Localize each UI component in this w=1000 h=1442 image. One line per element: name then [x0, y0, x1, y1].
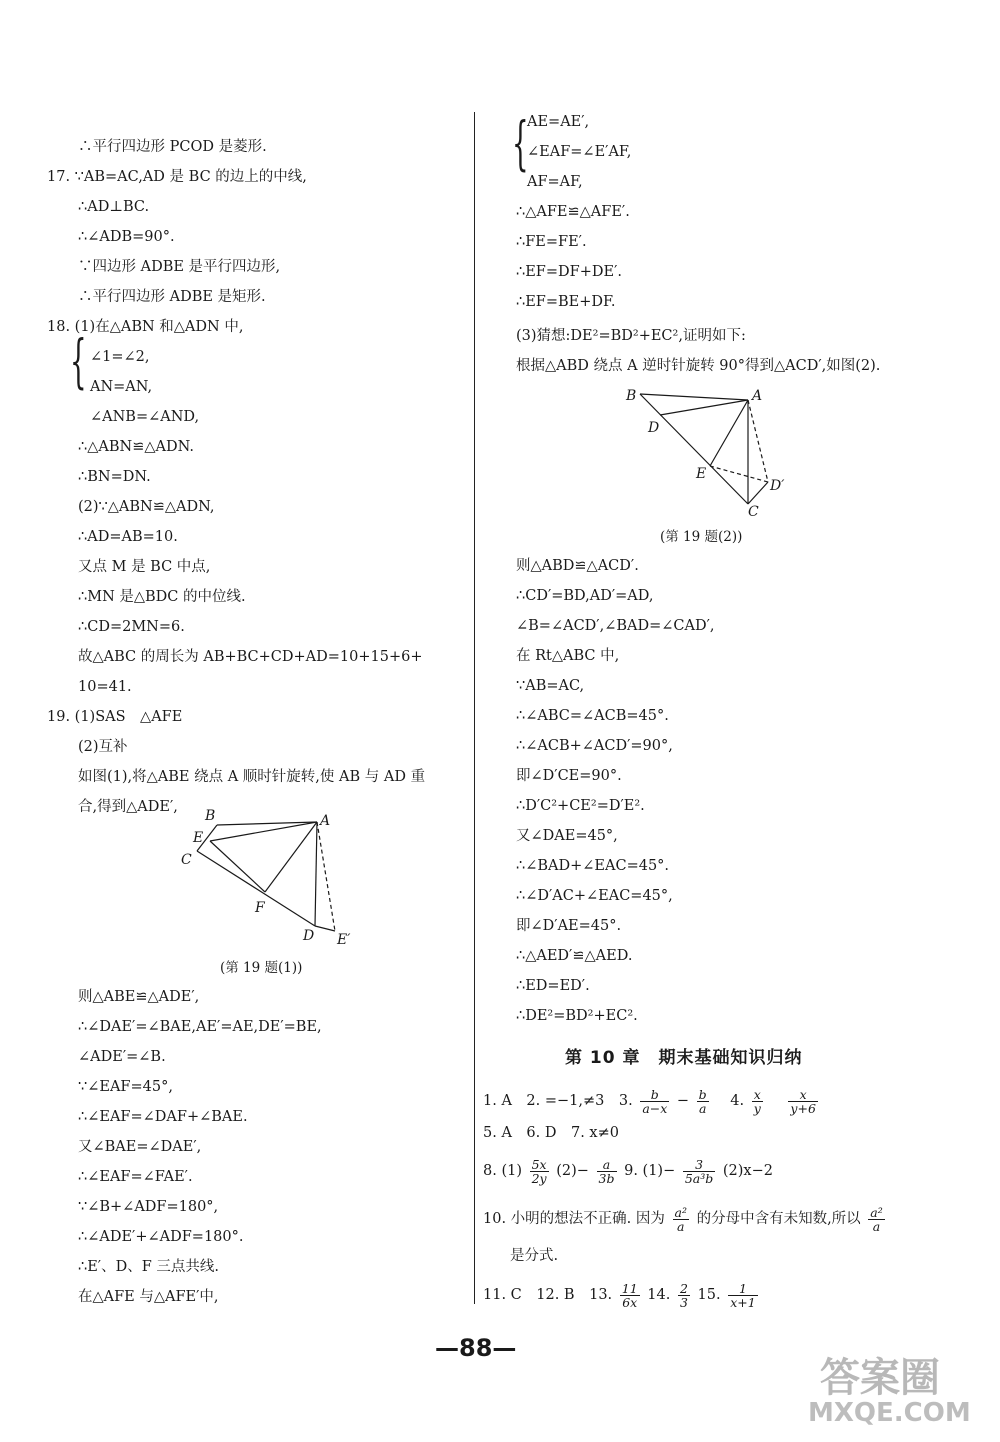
- text-line: ∵∠EAF=45°,: [78, 1079, 173, 1095]
- text-line: ∴∠ABC=∠ACB=45°.: [516, 708, 669, 724]
- segment-bc: [640, 394, 748, 504]
- chapter-heading: 第 10 章 期末基础知识归纳: [565, 1048, 803, 1068]
- text-line: ∴D′C²+CE²=D′E².: [516, 798, 645, 814]
- answer-row: 8. (1) $\frac{5x}{2y}$ (2)− $\frac{a}{3b}$ 9. (1)− $\frac{3}{\text{5a³b}}$ (2)x−2: [483, 1156, 773, 1186]
- label-b: B: [205, 808, 216, 824]
- text-line: 又∠BAE=∠DAE′,: [78, 1139, 202, 1155]
- text-line: ∴MN 是△BDC 的中位线.: [78, 589, 246, 605]
- figure-19-1: [175, 808, 370, 948]
- text-line: AF=AF,: [527, 174, 583, 190]
- text-line: ∴平行四边形 ADBE 是矩形.: [78, 289, 266, 305]
- answer-row: 是分式.: [510, 1248, 559, 1264]
- text-line: ∵AB=AC,: [516, 678, 585, 694]
- text-line: ∴AD=AB=10.: [78, 529, 178, 545]
- segment-de-prime: [315, 926, 335, 931]
- label-d-prime: D′: [770, 478, 785, 494]
- watermark-site: MXQE.COM: [808, 1398, 971, 1428]
- text-line: ∴∠BAD+∠EAC=45°.: [516, 858, 670, 874]
- text-line: AE=AE′,: [527, 114, 590, 130]
- text-line: ∠EAF=∠E′AF,: [527, 144, 632, 160]
- left-brace: {: [70, 327, 87, 395]
- text-line: 19. (1)SAS △AFE: [47, 709, 183, 725]
- text-line: ∴△AED′≌△AED.: [516, 948, 633, 964]
- text-line: ∴∠ADB=90°.: [78, 229, 175, 245]
- segment-ad: [315, 822, 317, 926]
- text-line: (2)∵△ABN≌△ADN,: [78, 499, 215, 515]
- text-line: ∴BN=DN.: [78, 469, 151, 485]
- text-line: 即∠D′CE=90°.: [516, 768, 622, 784]
- text-line: 合,得到△ADE′,: [78, 799, 178, 815]
- text-line: 又∠DAE=45°,: [516, 828, 618, 844]
- text-line: ∴CD=2MN=6.: [78, 619, 185, 635]
- text-line: ∴∠D′AC+∠EAC=45°,: [516, 888, 673, 904]
- text-line: (3)猜想:DE²=BD²+EC²,证明如下:: [516, 328, 746, 344]
- label-a: A: [320, 813, 331, 829]
- text-line: ∴∠ADE′+∠ADF=180°.: [78, 1229, 244, 1245]
- text-line: ∴∠DAE′=∠BAE,AE′=AE,DE′=BE,: [78, 1019, 322, 1035]
- label-e: E: [696, 466, 707, 482]
- label-e-prime: E′: [337, 932, 351, 948]
- text-line: ∠ANB=∠AND,: [90, 409, 200, 425]
- text-line: ∴∠EAF=∠DAF+∠BAE.: [78, 1109, 248, 1125]
- text-line: ∴E′、D、F 三点共线.: [78, 1259, 220, 1275]
- text-line: ∴CD′=BD,AD′=AD,: [516, 588, 654, 604]
- text-line: 即∠D′AE=45°.: [516, 918, 622, 934]
- page-number: —88—: [435, 1334, 517, 1362]
- text-line: ∵∠B+∠ADF=180°,: [78, 1199, 219, 1215]
- text-line: (2)互补: [78, 739, 128, 755]
- text-line: 10=41.: [78, 679, 132, 695]
- text-line: ∴△AFE≌△AFE′.: [516, 204, 630, 220]
- label-d: D: [648, 420, 660, 436]
- answer-row: 1. A 2. =−1,≠3 3. $\frac{b}{a-x}$ − $\frac{b}{a}$ 4. $\frac{x}{y}$ $\frac{x}{y+6}$: [483, 1086, 816, 1116]
- label-c: C: [181, 852, 192, 868]
- segment-fa: [265, 822, 317, 892]
- figure-19-2: [620, 382, 800, 518]
- text-line: 如图(1),将△ABE 绕点 A 顺时针旋转,使 AB 与 AD 重: [78, 769, 426, 785]
- answer-row: 11. C 12. B 13. $\frac{11}{6x}$ 14. $\frac{2}{3}$ 15. $\frac{1}{x+1}$: [483, 1280, 756, 1310]
- label-f: F: [255, 900, 265, 916]
- segment-ef: [210, 841, 265, 892]
- text-line: 18. (1)在△ABN 和△ADN 中,: [47, 319, 244, 335]
- answer-row: 10. 小明的想法不正确. 因为 $\frac{\text{a²}}{a}$ 的分母中含有未知数,所以 $\frac{\text{a²}}{a}$: [483, 1204, 883, 1234]
- text-line: ∴EF=BE+DF.: [516, 294, 616, 310]
- label-d: D: [303, 928, 315, 944]
- text-line: ∴FE=FE′.: [516, 234, 587, 250]
- text-line: ∴∠EAF=∠FAE′.: [78, 1169, 193, 1185]
- label-c: C: [748, 504, 759, 518]
- text-line: ∴AD⊥BC.: [78, 199, 150, 215]
- text-line: 则△ABD≌△ACD′.: [516, 558, 639, 574]
- text-line: 根据△ABD 绕点 A 逆时针旋转 90°得到△ACD′,如图(2).: [516, 358, 881, 374]
- text-line: 故△ABC 的周长为 AB+BC+CD+AD=10+15+6+: [78, 649, 423, 665]
- column-divider: [474, 112, 475, 1304]
- text-line: ∴平行四边形 PCOD 是菱形.: [78, 139, 267, 155]
- segment-ba: [640, 394, 748, 400]
- text-line: ∠B=∠ACD′,∠BAD=∠CAD′,: [516, 618, 715, 634]
- figure-caption: (第 19 题(2)): [660, 529, 743, 545]
- text-line: ∴ED=ED′.: [516, 978, 590, 994]
- text-line: AN=AN,: [90, 379, 153, 395]
- text-line: 又点 M 是 BC 中点,: [78, 559, 211, 575]
- text-line: ∴DE²=BD²+EC².: [516, 1008, 638, 1024]
- segment-cd-prime: [748, 482, 768, 504]
- watermark-logo: 答案圈: [820, 1355, 940, 1401]
- label-b: B: [626, 388, 637, 404]
- segment-ea: [710, 400, 748, 466]
- segment-ae-prime: [317, 822, 335, 931]
- text-line: 则△ABE≌△ADE′,: [78, 989, 200, 1005]
- segment-ad-prime: [748, 400, 768, 482]
- segment-da: [660, 400, 748, 415]
- text-line: 在 Rt△ABC 中,: [516, 648, 620, 664]
- label-e: E: [193, 830, 204, 846]
- text-line: ∴∠ACB+∠ACD′=90°,: [516, 738, 673, 754]
- left-brace: {: [512, 109, 529, 177]
- label-a: A: [752, 388, 763, 404]
- text-line: ∵四边形 ADBE 是平行四边形,: [78, 259, 281, 275]
- text-line: 17. ∵AB=AC,AD 是 BC 的边上的中线,: [47, 169, 307, 185]
- text-line: 在△AFE 与△AFE′中,: [78, 1289, 219, 1305]
- text-line: ∠1=∠2,: [90, 349, 150, 365]
- text-line: ∠ADE′=∠B.: [78, 1049, 166, 1065]
- text-line: ∴△ABN≌△ADN.: [78, 439, 194, 455]
- figure-caption: (第 19 题(1)): [220, 960, 303, 976]
- text-line: ∴EF=DF+DE′.: [516, 264, 622, 280]
- answer-row: 5. A 6. D 7. x≠0: [483, 1125, 619, 1141]
